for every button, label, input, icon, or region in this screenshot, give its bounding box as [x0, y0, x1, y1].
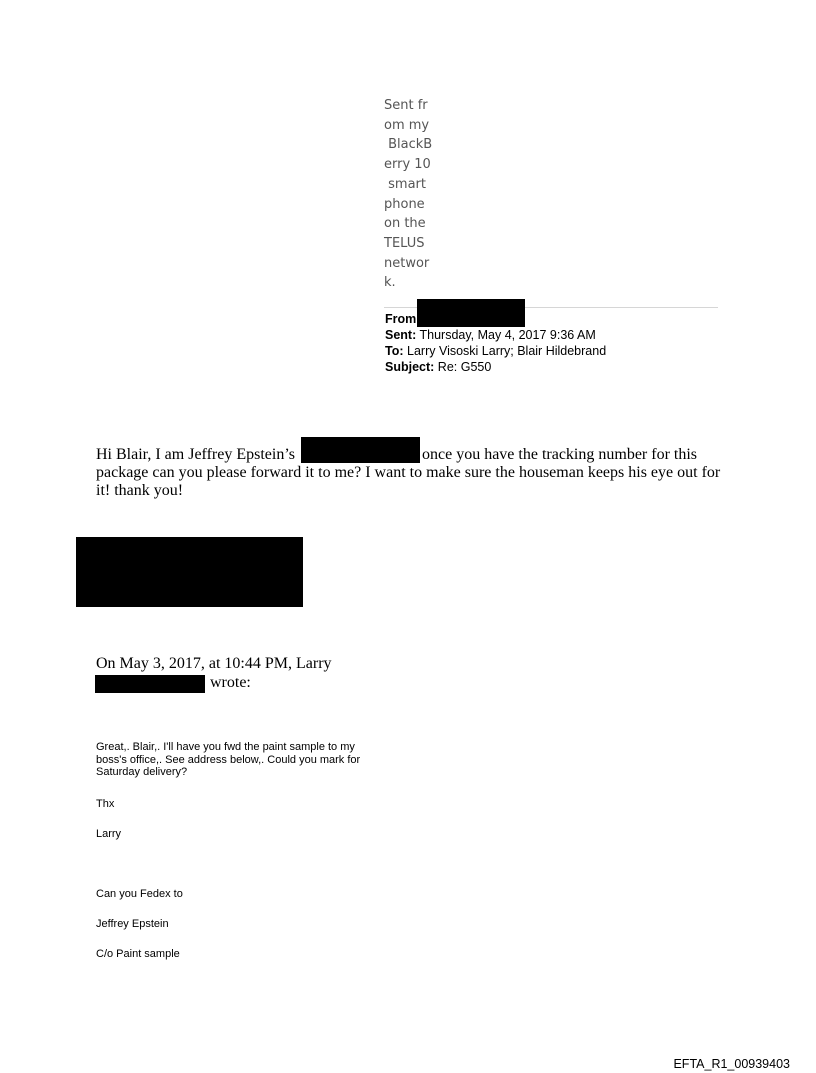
signature-line: k. [384, 275, 396, 291]
body-line1-end: once you have the tracking number for this [422, 446, 698, 463]
to-label: To: [385, 344, 404, 358]
redaction-from [417, 299, 525, 327]
body-line1-start: Hi Blair, I am Jeffrey Epstein’s [96, 446, 296, 463]
signature-line: Sent fr [384, 98, 428, 113]
message-fedex: Can you Fedex to [96, 888, 183, 900]
body-line [96, 446, 295, 464]
message-line: boss's office,. See address below,. Could you mark for [96, 753, 361, 766]
body-line: package can you please forward it to me? I want to make sure the houseman keeps his eye out for [96, 464, 721, 481]
message-line: Great,. Blair,. I'll have you fwd the paint sample to my [96, 741, 355, 753]
to-value: Larry Visoski Larry; Blair Hildebrand [407, 344, 607, 358]
signature-line: smart [384, 176, 426, 192]
message-line: Saturday delivery? [96, 766, 188, 778]
message-thx: Thx [96, 798, 115, 810]
message-sign: Larry [96, 828, 122, 840]
redaction-email [95, 675, 205, 693]
message-name: Jeffrey Epstein [96, 918, 169, 930]
signature-block [384, 96, 432, 293]
signature-line: phone [384, 196, 425, 212]
signature-line: TELUS [384, 235, 425, 251]
document-id: EFTA_R1_00939403 [673, 1057, 790, 1071]
quote-intro: On May 3, 2017, at 10:44 PM, Larry [96, 655, 332, 672]
signature-line: networ [384, 255, 430, 271]
signature-line: on the [384, 216, 426, 232]
signature-line: erry 10 [384, 157, 431, 173]
sent-value: Thursday, May 4, 2017 9:36 AM [419, 328, 596, 342]
subject-label: Subject: [385, 360, 435, 374]
message-co: C/o Paint sample [96, 948, 180, 960]
to-row [385, 343, 606, 359]
subject-value: Re: G550 [437, 360, 492, 374]
sent-label: Sent: [385, 328, 417, 342]
redaction-title [301, 437, 420, 463]
sent-row [385, 327, 606, 343]
body-line [422, 446, 697, 464]
quoted-message [96, 741, 360, 779]
subject-row [385, 359, 606, 375]
signature-line: om my [384, 117, 430, 133]
redaction-signature [76, 537, 303, 607]
signature-line: BlackB [384, 137, 433, 153]
from-label: From [385, 312, 417, 326]
quote-wrote: wrote: [210, 674, 251, 691]
body-line: it! thank you! [96, 482, 184, 499]
